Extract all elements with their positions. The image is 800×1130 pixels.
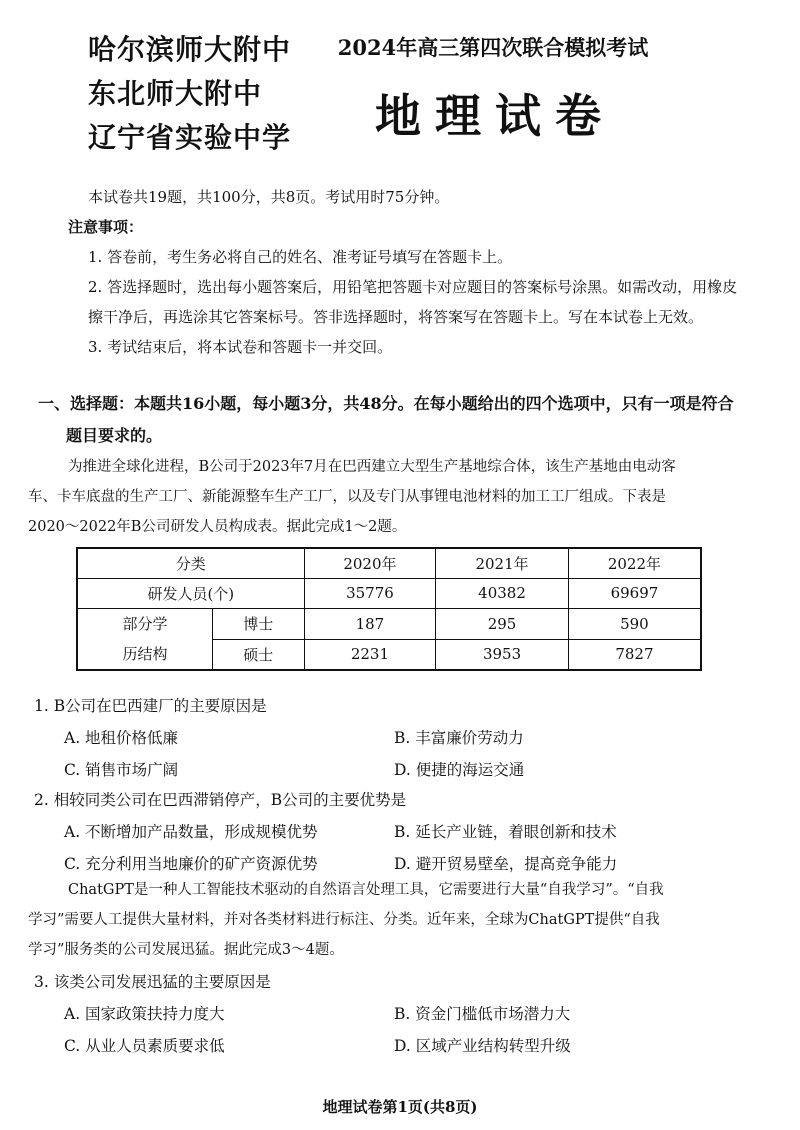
question-1 bbox=[34, 692, 774, 782]
question-2 bbox=[34, 786, 774, 876]
notice-item bbox=[58, 272, 748, 332]
passage-line: 2020～2022年B公司研发人员构成表。据此完成1～2题。 bbox=[28, 519, 407, 535]
table-cell: 硕士 bbox=[212, 639, 304, 670]
option-a: A. 国家政策扶持力度大 bbox=[64, 1005, 225, 1023]
table-header-cell: 2021年 bbox=[436, 548, 569, 578]
page-footer: 地理试卷第1页(共8页) bbox=[322, 1098, 478, 1116]
table-group-label: 历结构 bbox=[122, 644, 168, 663]
passage-line: 为推进全球化进程，B公司于2023年7月在巴西建立大型生产基地综合体，该生产基地由电动客 bbox=[68, 459, 676, 475]
school-list bbox=[88, 28, 308, 160]
table-cell: 研发人员(个) bbox=[77, 578, 304, 608]
passage-1 bbox=[28, 452, 768, 542]
table-header-cell: 2022年 bbox=[568, 548, 701, 578]
table-cell: 69697 bbox=[568, 578, 701, 608]
exam-instructions bbox=[58, 182, 748, 362]
passage-line: 车、卡车底盘的生产工厂、新能源整车生产工厂，以及专门从事锂电池材料的加工工厂组成。下表是 bbox=[28, 489, 666, 505]
table-group-cell bbox=[77, 608, 212, 670]
passage-line: 学习”服务类的公司发展迅猛。据此完成3～4题。 bbox=[28, 942, 344, 958]
notice-item: 3. 考试结束后，将本试卷和答题卡一并交回。 bbox=[88, 338, 393, 356]
question-3 bbox=[34, 968, 774, 1058]
section-heading-line: 一、选择题：本题共16小题，每小题3分，共48分。在每小题给出的四个选项中，只有一项是符合 bbox=[38, 394, 734, 413]
table-header-cell: 2020年 bbox=[304, 548, 436, 578]
option-d: D. 避开贸易壁垒，提高竞争能力 bbox=[394, 855, 618, 873]
table-cell: 590 bbox=[568, 608, 701, 639]
option-a: A. 不断增加产品数量，形成规模优势 bbox=[64, 823, 318, 841]
option-d: D. 便捷的海运交通 bbox=[394, 761, 525, 779]
school-name: 东北师大附中 bbox=[88, 77, 263, 110]
exam-summary: 本试卷共19题，共100分，共8页。考试用时75分钟。 bbox=[88, 188, 450, 206]
table-row bbox=[77, 608, 701, 639]
school-name: 哈尔滨师大附中 bbox=[88, 33, 292, 66]
exam-title: 2024年高三第四次联合模拟考试 bbox=[337, 35, 649, 60]
subject-title: 地理试卷 bbox=[375, 89, 615, 143]
question-stem: 2. 相较同类公司在巴西滞销停产，B公司的主要优势是 bbox=[34, 791, 407, 809]
notice-item: 1. 答卷前，考生务必将自己的姓名、准考证号填写在答题卡上。 bbox=[88, 248, 513, 266]
table-header-row bbox=[77, 548, 701, 578]
section-heading-line: 题目要求的。 bbox=[66, 426, 163, 445]
table-cell: 博士 bbox=[212, 608, 304, 639]
passage-line: ChatGPT是一种人工智能技术驱动的自然语言处理工具，它需要进行大量“自我学习”。“自我 bbox=[68, 882, 664, 898]
option-c: C. 充分利用当地廉价的矿产资源优势 bbox=[64, 855, 318, 873]
table-cell: 35776 bbox=[304, 578, 436, 608]
table-cell: 40382 bbox=[436, 578, 569, 608]
table-group-label: 部分学 bbox=[122, 614, 168, 633]
table-header-cell: 分类 bbox=[77, 548, 304, 578]
table-cell: 7827 bbox=[568, 639, 701, 670]
notice-item-text: 2. 答选择题时，选出每小题答案后，用铅笔把答题卡对应题目的答案标号涂黑。如需改动，用橡皮擦干净后，再选涂其它答案标号。答非选择题时，将答案写在答题卡上。写在本试卷上无效。 bbox=[88, 278, 738, 326]
option-c: C. 销售市场广阔 bbox=[64, 761, 179, 779]
question-stem: 1. B公司在巴西建厂的主要原因是 bbox=[34, 697, 267, 715]
notice-heading: 注意事项： bbox=[68, 218, 144, 236]
option-d: D. 区域产业结构转型升级 bbox=[394, 1037, 571, 1055]
table-row bbox=[77, 578, 701, 608]
question-options bbox=[34, 1002, 774, 1058]
option-b: B. 延长产业链，着眼创新和技术 bbox=[394, 823, 617, 841]
table-cell: 2231 bbox=[304, 639, 436, 670]
rd-staff-table bbox=[76, 547, 702, 671]
section-heading bbox=[38, 388, 758, 452]
option-a: A. 地租价格低廉 bbox=[64, 729, 179, 747]
school-name: 辽宁省实验中学 bbox=[88, 121, 292, 154]
passage-2 bbox=[28, 875, 768, 965]
table-cell: 3953 bbox=[436, 639, 569, 670]
passage-line: 学习”需要人工提供大量材料，并对各类材料进行标注、分类。近年来，全球为ChatGPT提供“自我 bbox=[28, 912, 660, 928]
question-stem: 3. 该类公司发展迅猛的主要原因是 bbox=[34, 973, 271, 991]
question-options bbox=[34, 726, 774, 782]
option-c: C. 从业人员素质要求低 bbox=[64, 1037, 225, 1055]
table-cell: 187 bbox=[304, 608, 436, 639]
option-b: B. 资金门槛低市场潜力大 bbox=[394, 1005, 571, 1023]
option-b: B. 丰富廉价劳动力 bbox=[394, 729, 524, 747]
table-cell: 295 bbox=[436, 608, 569, 639]
question-options bbox=[34, 820, 774, 876]
